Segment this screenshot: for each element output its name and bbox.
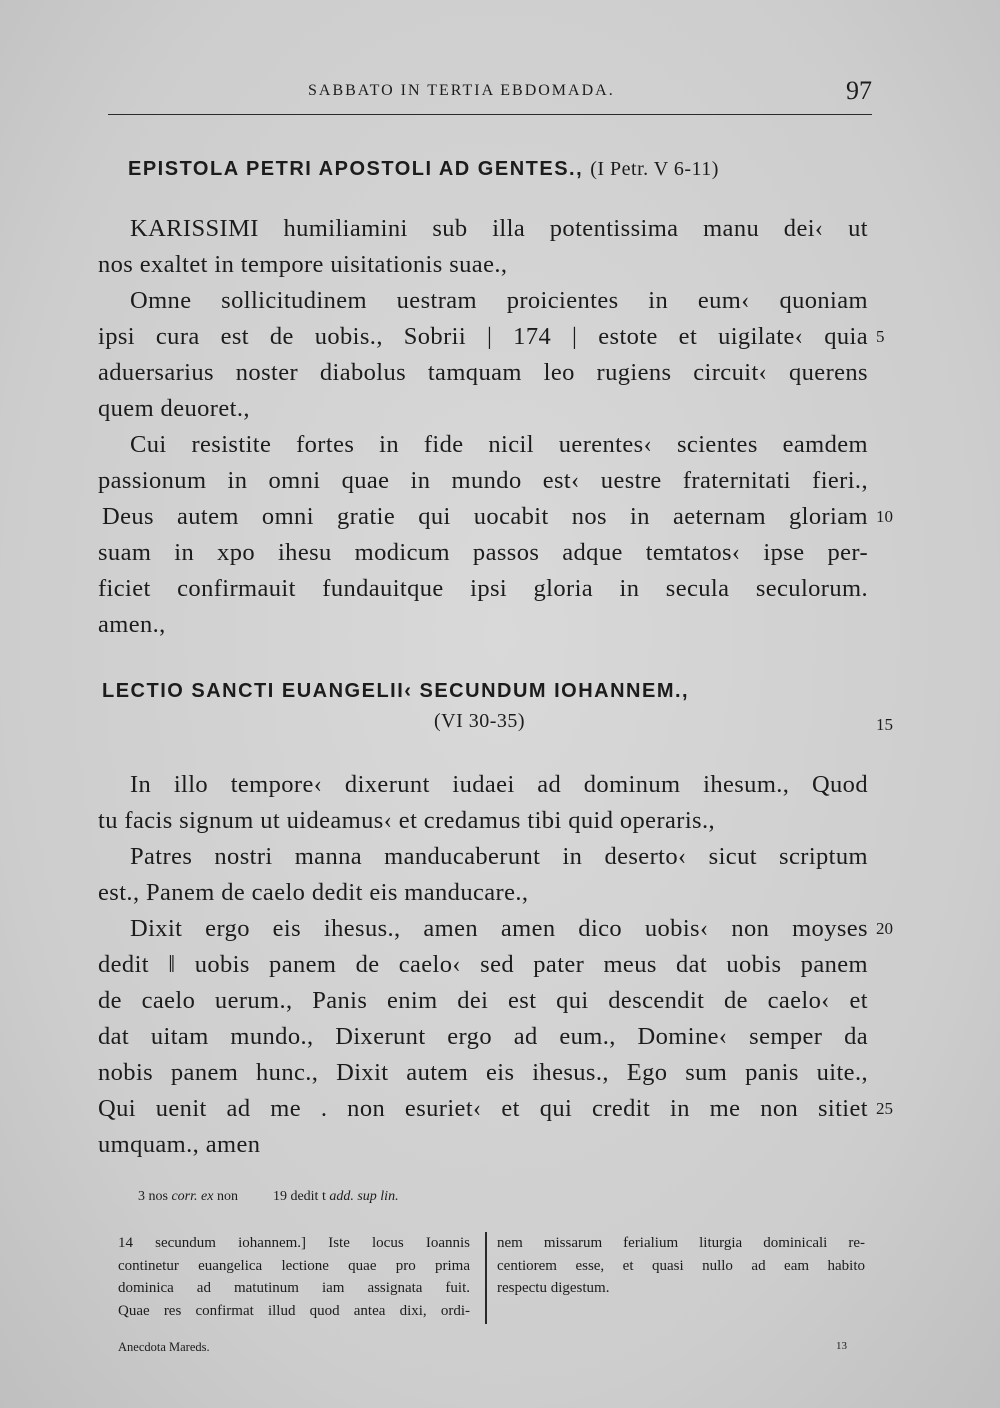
epistle-line: ipsi cura est de uobis., Sobrii | 174 | estote et uigilate‹ quia	[98, 323, 868, 350]
critical-apparatus	[138, 1189, 399, 1205]
commentary-line: continetur euangelica lectione quae pro prima	[118, 1257, 470, 1274]
apparatus-lemma: dedit t	[290, 1189, 326, 1204]
gospel-line: de caelo uerum., Panis enim dei est qui descendit de caelo‹ et	[98, 987, 868, 1014]
line-number: 25	[876, 1099, 893, 1118]
gospel-heading: LECTIO SANCTI EUANGELII‹ SECUNDUM IOHANNEM.,	[102, 680, 690, 702]
apparatus-note: add. sup lin.	[329, 1189, 399, 1204]
commentary-left-column	[118, 1232, 470, 1322]
epistle-title: EPISTOLA PETRI APOSTOLI AD GENTES.,	[128, 158, 584, 180]
gospel-line: Qui uenit ad me . non esuriet‹ et qui credit in me non sitiet	[98, 1095, 868, 1122]
epistle-line: Cui resistite fortes in fide nicil uerentes‹ scientes eamdem	[130, 431, 868, 458]
line-number: 15	[876, 715, 893, 734]
signature-mark: Anecdota Mareds.	[118, 1340, 210, 1354]
gospel-line: dat uitam mundo., Dixerunt ergo ad eum., Domine‹ semper da	[98, 1023, 868, 1050]
epistle-line: aduersarius noster diabolus tamquam leo rugiens circuit‹ querens	[98, 359, 868, 386]
epistle-line: Omne sollicitudinem uestram proicientes in eum‹ quoniam	[130, 287, 868, 314]
commentary-line: dominica ad matutinum iam assignata fuit.	[118, 1280, 470, 1296]
sheet-number: 13	[836, 1340, 847, 1352]
gospel-line: est., Panem de caelo dedit eis manducare.,	[98, 879, 529, 906]
running-title: SABBATO IN TERTIA EBDOMADA.	[308, 82, 615, 99]
gospel-line: dedit ‖ uobis panem de caelo‹ sed pater meus dat uobis panem	[98, 951, 868, 978]
commentary-line: respectu digestum.	[497, 1280, 610, 1296]
gospel-line: Dixit ergo eis ihesus., amen amen dico uobis‹ non moyses	[130, 915, 868, 942]
running-head	[108, 78, 872, 115]
apparatus-lemma: nos	[148, 1189, 168, 1204]
epistle-line: nos exaltet in tempore uisitationis suae.,	[98, 251, 508, 278]
epistle-line: quem deuoret.,	[98, 395, 250, 422]
gospel-reference: (VI 30-35)	[434, 710, 526, 732]
page-number: 97	[846, 76, 872, 105]
commentary-line: centiorem esse, et quasi nullo ad eam habito	[497, 1257, 865, 1274]
gospel-line: tu facis signum ut uideamus‹ et credamus tibi quid operaris.,	[98, 807, 716, 834]
epistle-line: amen.,	[98, 611, 166, 638]
gospel-line: Patres nostri manna manducaberunt in deserto‹ sicut scriptum	[130, 843, 868, 870]
gospel-line: In illo tempore‹ dixerunt iudaei ad dominum ihesum., Quod	[130, 771, 868, 798]
apparatus-line-ref: 3	[138, 1189, 145, 1204]
commentary-line: 14 secundum iohannem.] Iste locus Ioannis	[118, 1235, 470, 1251]
line-number: 5	[876, 327, 885, 346]
epistle-line: Deus autem omni gratie qui uocabit nos in aeternam gloriam	[102, 503, 868, 530]
column-divider	[485, 1232, 487, 1324]
epistle-reference: (I Petr. V 6-11)	[590, 158, 719, 180]
gospel-reference-wrap	[434, 710, 525, 733]
epistle-line: suam in xpo ihesu modicum passos adque temtatos‹ ipse per-	[98, 539, 868, 566]
epistle-line: ficiet confirmauit fundauitque ipsi gloria in secula seculorum.	[98, 575, 868, 602]
apparatus-line-ref: 19	[272, 1189, 287, 1204]
apparatus-reading: non	[216, 1189, 238, 1204]
epistle-heading	[128, 158, 719, 181]
apparatus-note: corr. ex	[171, 1189, 214, 1204]
epistle-line: passionum in omni quae in mundo est‹ uestre fraternitati fieri.,	[98, 467, 868, 494]
epistle-line: KARISSIMI humiliamini sub illa potentissima manu dei‹ ut	[130, 215, 868, 242]
line-number: 20	[876, 919, 893, 938]
commentary-line: nem missarum ferialium liturgia dominicali re-	[497, 1235, 865, 1251]
commentary-right-column	[497, 1232, 865, 1300]
gospel-line: umquam., amen	[98, 1131, 261, 1158]
line-number: 10	[876, 507, 893, 526]
commentary-line: Quae res confirmat illud quod antea dixi, ordi-	[118, 1302, 470, 1319]
gospel-line: nobis panem hunc., Dixit autem eis ihesus., Ego sum panis uite.,	[98, 1059, 868, 1086]
